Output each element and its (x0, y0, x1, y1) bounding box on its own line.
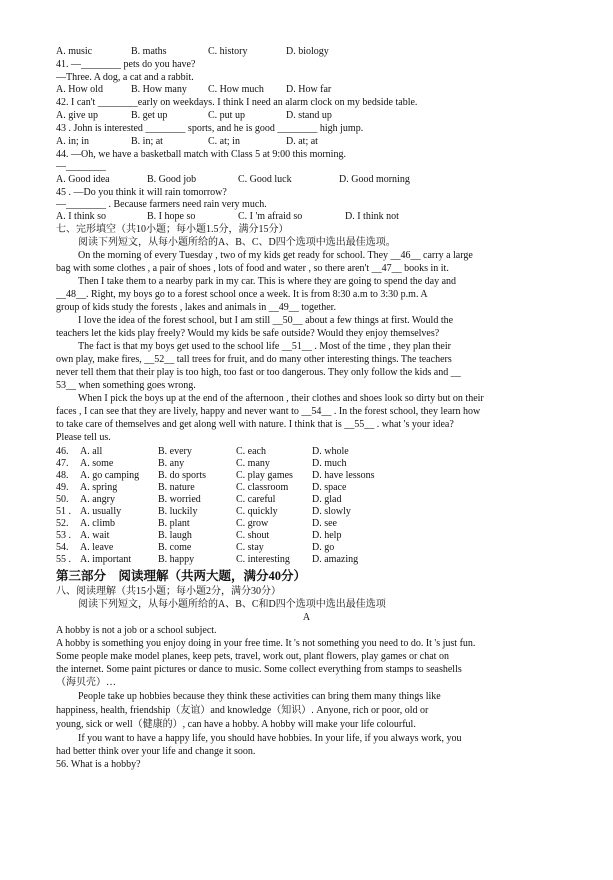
option-c[interactable]: C. I 'm afraid so (238, 211, 303, 222)
option-c[interactable]: C. Good luck (238, 174, 292, 185)
option-b[interactable]: B. happy (158, 554, 195, 565)
option-a[interactable]: A. Good idea (56, 174, 110, 185)
option-c[interactable]: C. quickly (236, 506, 278, 517)
option-b[interactable]: B. I hope so (147, 211, 196, 222)
option-a[interactable]: A. go camping (80, 470, 140, 481)
option-d[interactable]: D. see (312, 518, 337, 529)
option-b[interactable]: B. Good job (147, 174, 197, 185)
option-d[interactable]: D. have lessons (312, 470, 375, 481)
option-d[interactable]: D. glad (312, 494, 342, 505)
option-b[interactable]: B. in; at (131, 136, 163, 147)
question-number: 51 . (56, 506, 71, 517)
option-d[interactable]: D. whole (312, 446, 349, 457)
option-d[interactable]: D. much (312, 458, 347, 469)
option-c[interactable]: C. put up (208, 110, 245, 121)
option-c[interactable]: C. at; in (208, 136, 240, 147)
question-number: 52. (56, 518, 69, 529)
option-d[interactable]: D. at; at (286, 136, 318, 147)
option-d[interactable]: D. Good morning (339, 174, 410, 185)
option-c[interactable]: C. many (236, 458, 270, 469)
option-c[interactable]: C. history (208, 46, 248, 57)
option-c[interactable]: C. careful (236, 494, 276, 505)
question-number: 54. (56, 542, 69, 553)
option-a[interactable]: A. all (80, 446, 103, 457)
option-a[interactable]: A. music (56, 46, 93, 57)
option-c[interactable]: C. grow (236, 518, 269, 529)
option-c[interactable]: C. shout (236, 530, 270, 541)
option-d[interactable]: D. How far (286, 84, 332, 95)
question-number: 49. (56, 482, 69, 493)
option-b[interactable]: B. any (158, 458, 185, 469)
question-number: 50. (56, 494, 69, 505)
option-a[interactable]: A. angry (80, 494, 115, 505)
question-number: 47. (56, 458, 69, 469)
question-number: 55 . (56, 554, 71, 565)
question-number: 48. (56, 470, 69, 481)
option-c[interactable]: C. stay (236, 542, 264, 553)
option-d[interactable]: D. biology (286, 46, 329, 57)
option-c[interactable]: C. classroom (236, 482, 289, 493)
option-d[interactable]: D. go (312, 542, 335, 553)
option-b[interactable]: B. How many (131, 84, 187, 95)
option-b[interactable]: B. maths (131, 46, 167, 57)
option-d[interactable]: D. stand up (286, 110, 332, 121)
question-number: 46. (56, 446, 69, 457)
option-a[interactable]: A. spring (80, 482, 118, 493)
option-a[interactable]: A. How old (56, 84, 103, 95)
exam-page: A. music B. maths C. history D. biology 41. —________ pets do you have? —Three. A dog, a cat and a rabbit. A. How old B. How many C. How much D. How far 42. I can't ________early on weekdays. I think I need an alarm clock on my bedside table. A. give up B. get up C. put up D. stand up 43 . John is interested ________ sports, and he is good ________ high jump. A. in; in B. in; at C. at; in D. at; at 44. —Oh, we have a basketball match with Class 5 at 9:00 this morning. —________ A. Good idea B. Good job C. Good luck D. Good morning 45 . —Do you think it will rain tomorrow? —________ . Because farmers need rain very much. A. I think so B. I hope so C. I 'm afraid so D. I think not 七、完形填空（共10小题；每小题1.5分，满分15分） 阅读下列短文，从每小题所给的A、B、C、D四个选项中选出最佳选项。 On the morning of every Tuesday , two of my kids get ready for school. They __46__ carry a large bag with some clothes , a pair of shoes , lots of food and water , so there aren't __47__ books in it. Then I take them to a nearby park in my car. This is where they are going to spend the day and __48__. Right, my boys go to a forest school once a week. It is from 8:30 a.m to 3:30 p.m. A group of kids study the forests , lakes and animals in __49__ together. I love the idea of the forest school, but I am still __50__ about a few things at first. Would the teachers let the kids play freely? Would my kids be safe outside? Would they enjoy themselves? The fact is that my boys get used to the school life __51__ . Most of the time , they plan their own play, make fires, __52__ tall trees for fruit, and do many other interesting things. The teachers never tell them that their play is too high, too fast or too dangerous. They only follow the kids and __ 53__ when something goes wrong. When I pick the boys up at the end of the afternoon , their clothes and shoes look so dirty but on their faces , I can see that they are lively, happy and never want to __54__ . In the forest school, they learn how to take care of themselves and get along well with nature. I think that is __55__ . what 's your idea? Please tell us. 46. A. all B. every C. each D. whole 47. A. some B. any C. many D. much 48. A. go camping B. do sports C. play games D. have lessons 49. A. spring B. nature C. classroom D. space 50. A. angry B. worried C. careful D. glad 51 . A. usually B. luckily C. quickly D. slowly 52. A. climb B. plant C. grow D. see 53 . A. wait B. laugh C. shout D. help 54. A. leave B. come C. stay D. go 55 . A. important B. happy C. interesting D. amazing 第三部分 阅读理解（共两大题，满分40分） 八、阅读理解（共15小题；每小题2分，满分30分） 阅读下列短文，从每小题所给的A、B、C和D四个选项中选出最佳选项 A A hobby is not a job or a school subject. A hobby is something you enjoy doing in your free time. It 's not something you need to do. It 's just fun. Some people make model planes, keep pets, travel, work out, plant flowers, play games or chat on the internet. Some paint pictures or dance to music. Some collect everything from stamps to seashells （海贝壳）… People take up hobbies because they think these activities can bring them many things like happiness, health, friendship（友谊）and knowledge（知识）. Anyone, rich or poor, old or young, sick or well（健康的）, can have a hobby. A hobby will make your life colourful. If you want to have a happy life, you should have hobbies. In your life, if you always work, you had better think over your life and change it soon. 56. What is a hobby? (56, 46, 484, 770)
option-b[interactable]: B. laugh (158, 530, 192, 541)
option-a[interactable]: A. usually (80, 506, 122, 517)
option-b[interactable]: B. luckily (158, 506, 198, 517)
option-d[interactable]: D. slowly (312, 506, 351, 517)
option-c[interactable]: C. How much (208, 84, 264, 95)
option-b[interactable]: B. come (158, 542, 192, 553)
option-c[interactable]: C. interesting (236, 554, 290, 565)
option-d[interactable]: D. help (312, 530, 342, 541)
option-a[interactable]: A. in; in (56, 136, 90, 147)
option-c[interactable]: C. each (236, 446, 266, 457)
option-a[interactable]: A. leave (80, 542, 114, 553)
question-number: 53 . (56, 530, 71, 541)
option-d[interactable]: D. amazing (312, 554, 359, 565)
option-a[interactable]: A. I think so (56, 211, 106, 222)
option-a[interactable]: A. some (80, 458, 114, 469)
option-b[interactable]: B. get up (131, 110, 168, 121)
option-a[interactable]: A. climb (80, 518, 115, 529)
option-c[interactable]: C. play games (236, 470, 293, 481)
option-b[interactable]: B. plant (158, 518, 190, 529)
option-b[interactable]: B. do sports (158, 470, 207, 481)
option-d[interactable]: D. I think not (345, 211, 399, 222)
option-b[interactable]: B. every (158, 446, 192, 457)
option-a[interactable]: A. give up (56, 110, 98, 121)
option-b[interactable]: B. nature (158, 482, 195, 493)
option-d[interactable]: D. space (312, 482, 347, 493)
option-a[interactable]: A. wait (80, 530, 110, 541)
option-a[interactable]: A. important (80, 554, 132, 565)
option-b[interactable]: B. worried (158, 494, 201, 505)
